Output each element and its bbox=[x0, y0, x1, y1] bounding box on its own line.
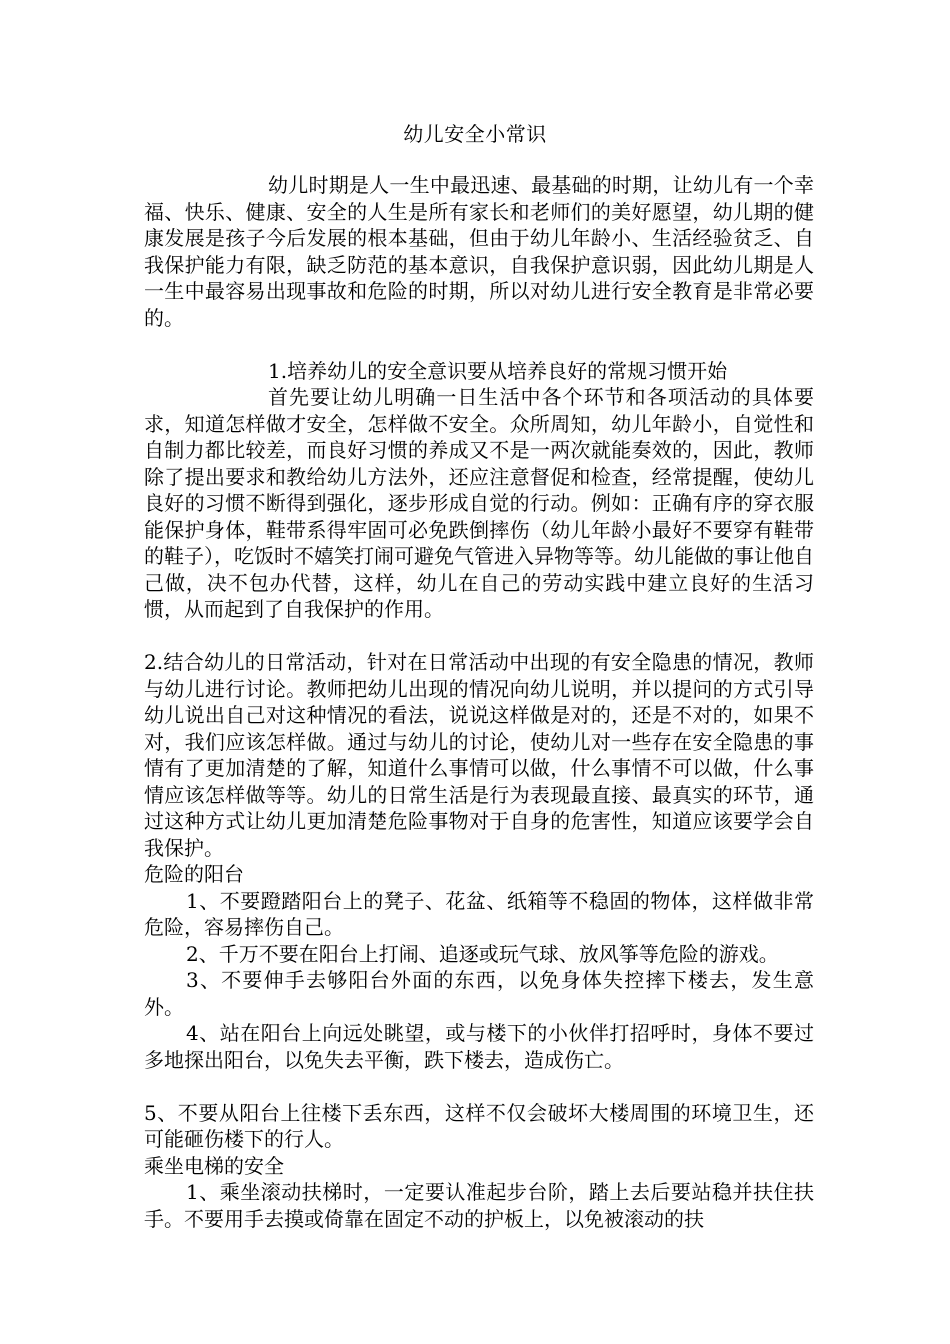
document-title: 幼儿安全小常识 bbox=[403, 122, 547, 146]
elevator-heading: 乘坐电梯的安全 bbox=[144, 1153, 284, 1178]
balcony-item-5: 5、不要从阳台上往楼下丢东西，这样不仅会破坏大楼周围的环境卫生，还可能砸伤楼下的行人。 bbox=[144, 1100, 814, 1151]
section1-heading: 1.培养幼儿的安全意识要从培养良好的常规习惯开始 bbox=[268, 358, 728, 383]
intro-paragraph: 幼儿时期是人一生中最迅速、最基础的时期，让幼儿有一个幸福、快乐、健康、安全的人生是所有家长和老师们的美好愿望，幼儿期的健康发展是孩子今后发展的根本基础，但由于幼儿年龄小、生活经验贫乏、自我保护能力有限，缺乏防范的基本意识，自我保护意识弱，因此幼儿期是人一生中最容易出现事故和危险的时期，所以对幼儿进行安全教育是非常必要的。 bbox=[144, 173, 814, 330]
balcony-heading: 危险的阳台 bbox=[144, 862, 244, 886]
section1-paragraph: 首先要让幼儿明确一日生活中各个环节和各项活动的具体要求，知道怎样做才安全，怎样做不安全。众所周知，幼儿年龄小，自觉性和自制力都比较差，而良好习惯的养成又不是一两次就能奏效的，因此，教师除了提出要求和教给幼儿方法外，还应注意督促和检查，经常提醒，使幼儿良好的习惯不断得到强化，逐步形成自觉的行动。例如：正确有序的穿衣服能保护身体，鞋带系得牢固可必免跌倒摔伤（幼儿年龄小最好不要穿有鞋带的鞋子），吃饭时不嬉笑打闹可避免气管进入异物等等。幼儿能做的事让他自己做，决不包办代替，这样，幼儿在自己的劳动实践中建立良好的生活习惯，从而起到了自我保护的作用。 bbox=[144, 385, 814, 621]
balcony-item-3: 3、不要伸手去够阳台外面的东西，以免身体失控摔下楼去，发生意外。 bbox=[144, 968, 814, 1019]
balcony-item-4: 4、站在阳台上向远处眺望，或与楼下的小伙伴打招呼时，身体不要过多地探出阳台，以免失去平衡，跌下楼去，造成伤亡。 bbox=[144, 1021, 814, 1072]
elevator-item-1: 1、乘坐滚动扶梯时，一定要认准起步台阶，踏上去后要站稳并扶住扶手。不要用手去摸或倚靠在固定不动的护板上，以免被滚动的扶 bbox=[144, 1180, 814, 1231]
balcony-item-1: 1、不要蹬踏阳台上的凳子、花盆、纸箱等不稳固的物体，这样做非常危险，容易摔伤自己。 bbox=[144, 888, 814, 939]
section2-paragraph: 2.结合幼儿的日常活动，针对在日常活动中出现的有安全隐患的情况，教师与幼儿进行讨论。教师把幼儿出现的情况向幼儿说明，并以提问的方式引导幼儿说出自己对这种情况的看法，说说这样做是对的，还是不对的，如果不对，我们应该怎样做。通过与幼儿的讨论，使幼儿对一些存在安全隐患的事情有了更加清楚的了解，知道什么事情可以做，什么事情不可以做，什么事情应该怎样做等等。幼儿的日常生活是行为表现最直接、最真实的环节，通过这种方式让幼儿更加清楚危险事物对于自身的危害性，知道应该要学会自我保护。 bbox=[144, 650, 814, 860]
document-body bbox=[144, 172, 814, 1232]
balcony-item-2: 2、千万不要在阳台上打闹、追逐或玩气球、放风筝等危险的游戏。 bbox=[186, 941, 779, 966]
